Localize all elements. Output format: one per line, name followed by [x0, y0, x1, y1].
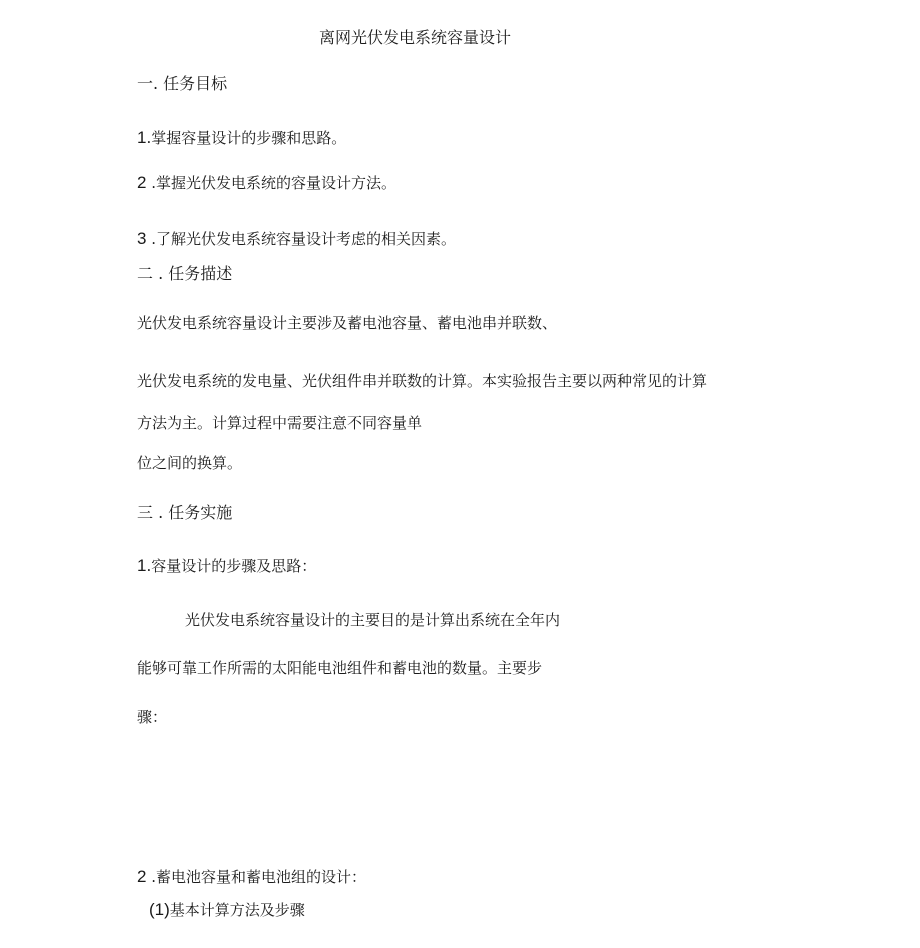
section-heading-implementation: 三 . 任务实施 — [137, 503, 233, 522]
description-line: 光伏发电系统容量设计主要涉及蓄电池容量、蓄电池串并联数、 — [137, 314, 558, 332]
substep-number: (1) — [149, 900, 170, 919]
goal-text: .掌握光伏发电系统的容量设计方法。 — [146, 174, 397, 192]
goal-item — [137, 173, 396, 193]
paragraph-line: 光伏发电系统容量设计的主要目的是计算出系统在全年内 — [185, 611, 561, 629]
step-text: .容量设计的步骤及思路： — [146, 557, 317, 575]
step-number: 2 — [137, 867, 147, 886]
document-title: 离网光伏发电系统容量设计 — [319, 28, 512, 47]
section-heading-description: 二 . 任务描述 — [137, 264, 233, 283]
goal-number: 3 — [137, 229, 147, 248]
goal-text: .了解光伏发电系统容量设计考虑的相关因素。 — [146, 230, 457, 248]
description-line: 光伏发电系统的发电量、光伏组件串并联数的计算。本实验报告主要以两种常见的计算 — [137, 372, 708, 390]
description-line: 位之间的换算。 — [137, 454, 243, 472]
paragraph-line: 能够可靠工作所需的太阳能电池组件和蓄电池的数量。主要步 — [137, 659, 543, 677]
goal-number: 2 — [137, 173, 147, 192]
step-heading — [137, 556, 316, 576]
substep-heading — [149, 900, 305, 920]
goal-item — [137, 229, 456, 249]
goal-text: .掌握容量设计的步骤和思路。 — [146, 129, 347, 147]
substep-text: 基本计算方法及步骤 — [169, 901, 305, 919]
paragraph-line: 骤： — [137, 708, 168, 726]
description-line: 方法为主。计算过程中需要注意不同容量单 — [137, 414, 423, 432]
section-heading-goals: 一. 任务目标 — [137, 74, 228, 93]
goal-number: 1 — [137, 128, 147, 147]
goal-item — [137, 128, 346, 148]
step-number: 1 — [137, 556, 147, 575]
step-heading — [137, 867, 366, 887]
step-text: .蓄电池容量和蓄电池组的设计： — [146, 868, 367, 886]
